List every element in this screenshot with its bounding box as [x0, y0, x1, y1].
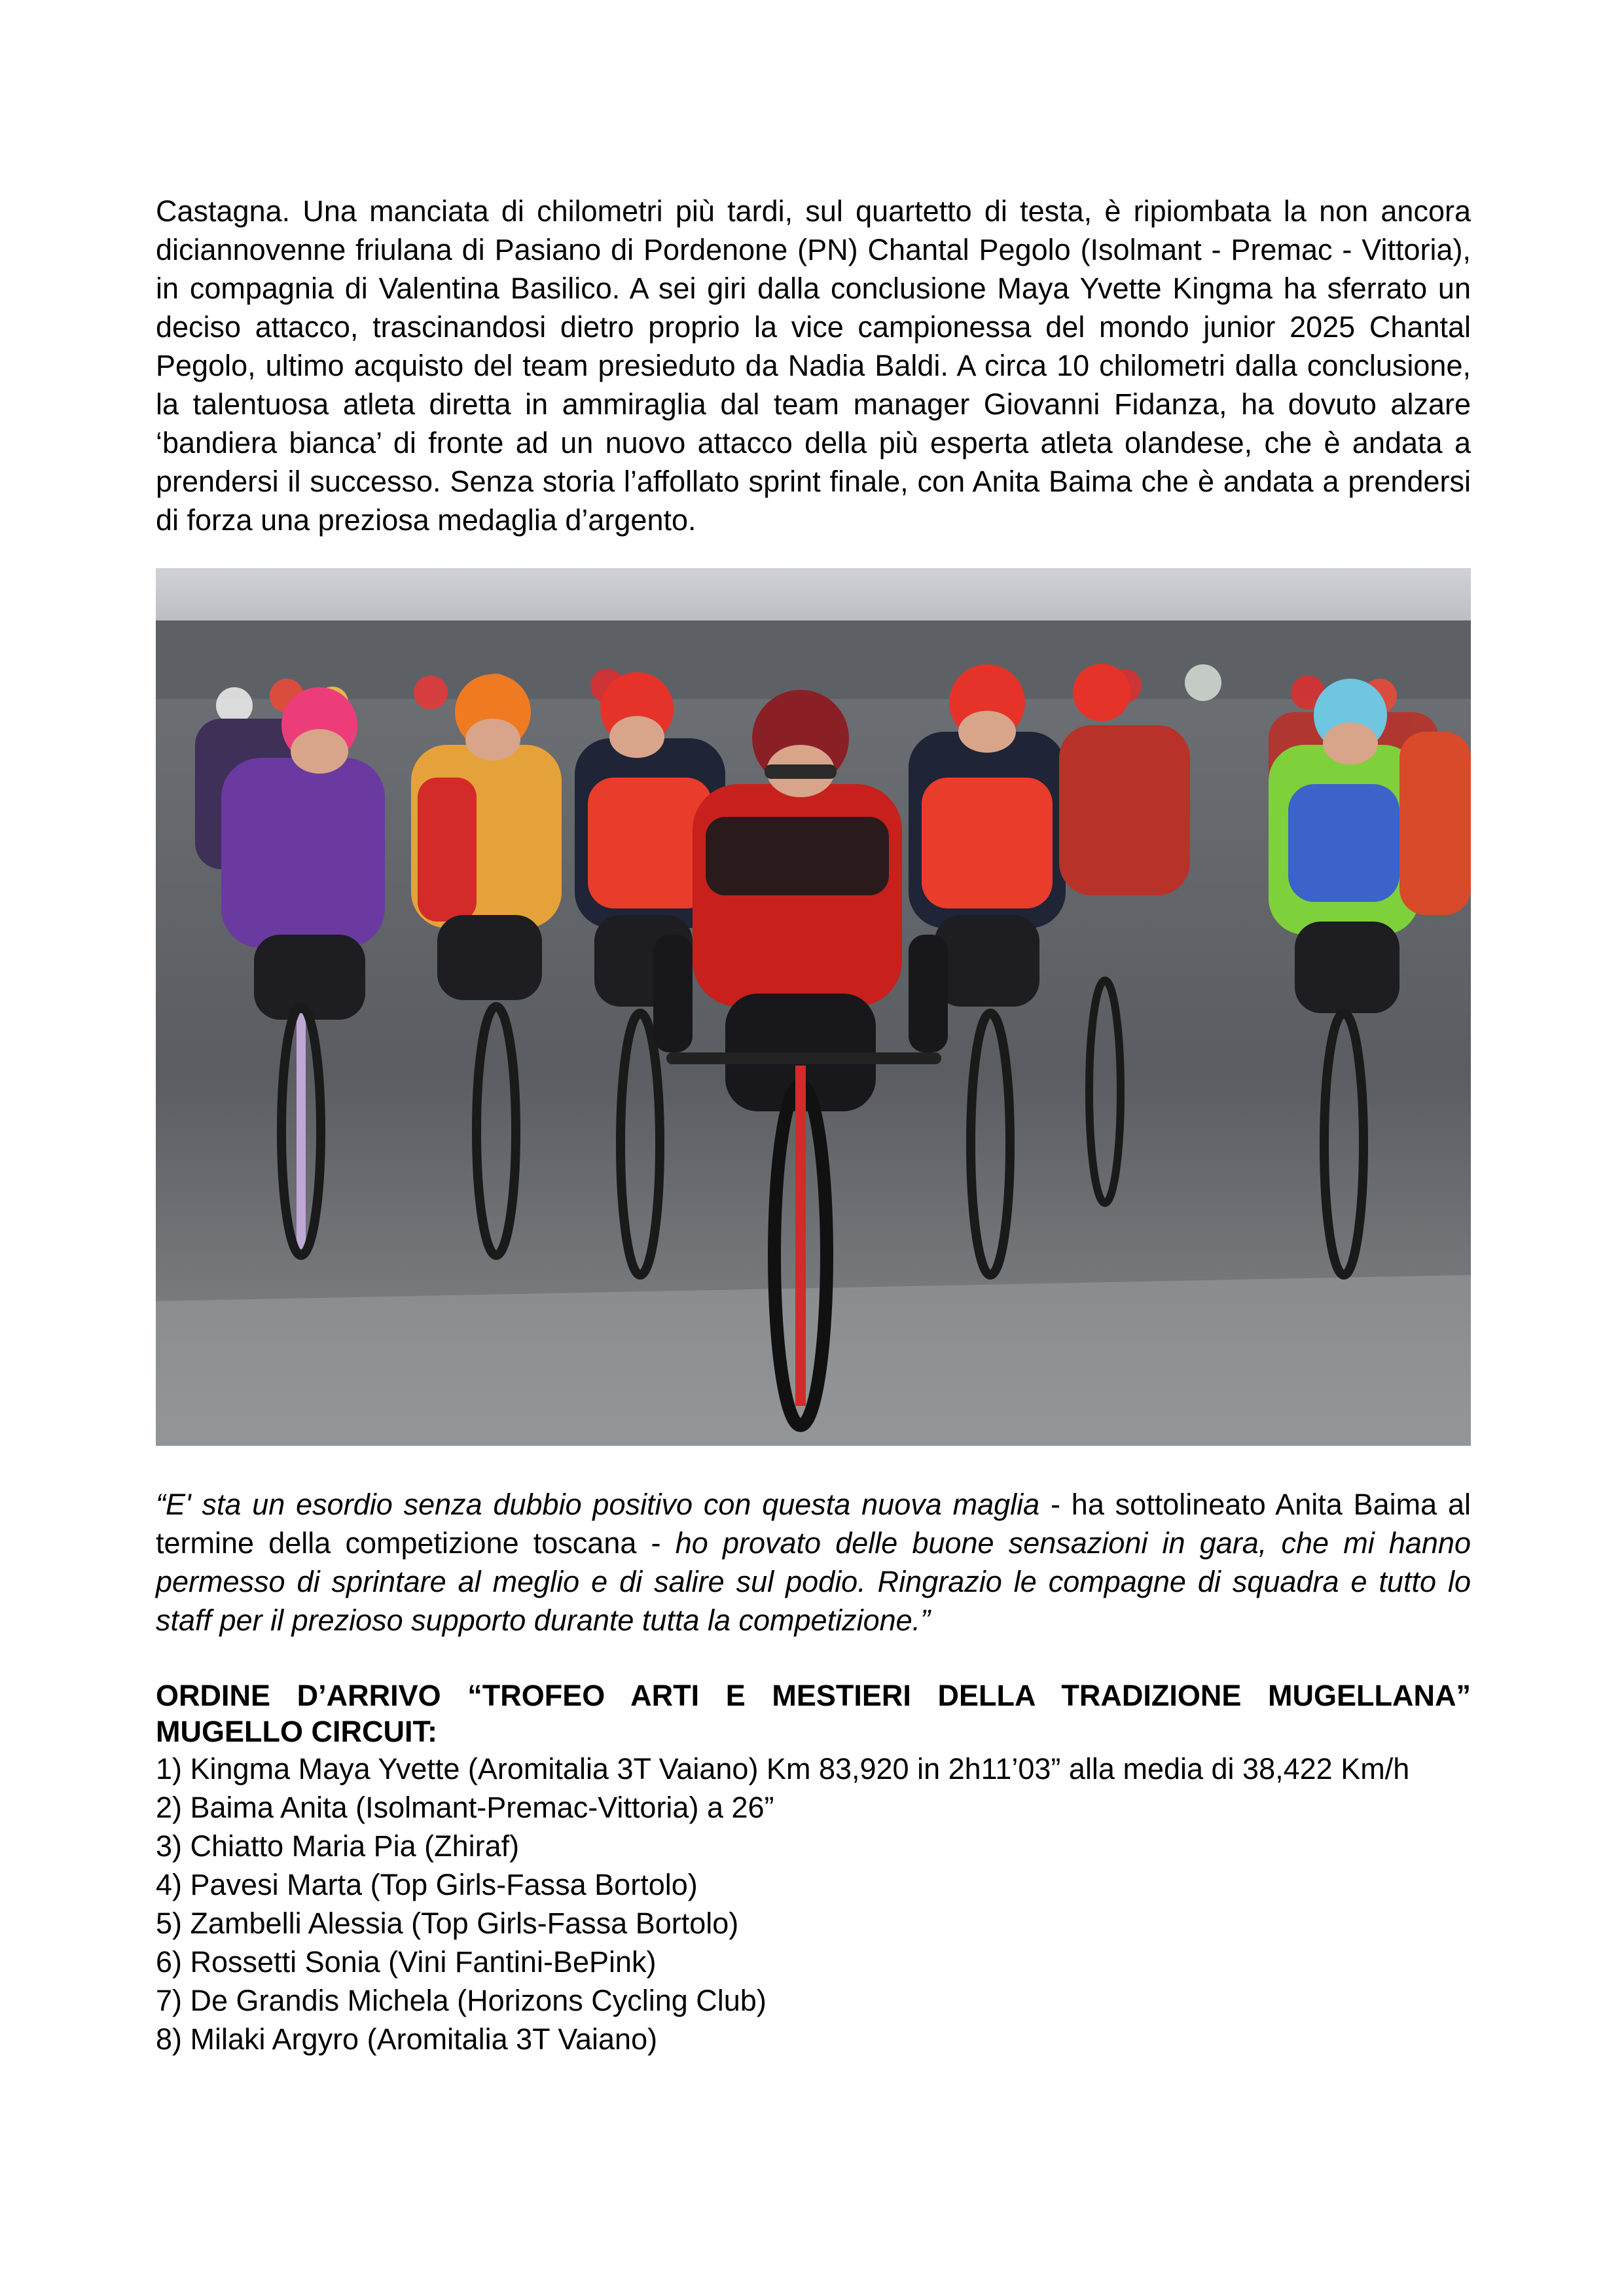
result-item: 7) De Grandis Michela (Horizons Cycling Club): [156, 1984, 767, 2017]
athlete-quote: [156, 1485, 1471, 1640]
quote-attribution: - ha sottolineato Anita Baima al termine della competizione toscana -: [156, 1488, 1471, 1560]
result-item: 4) Pavesi Marta (Top Girls-Fassa Bortolo): [156, 1868, 698, 1901]
result-item: 2) Baima Anita (Isolmant-Premac-Vittoria) a 26”: [156, 1791, 774, 1824]
result-item: 1) Kingma Maya Yvette (Aromitalia 3T Vaiano) Km 83,920 in 2h11’03” alla media di 38,422 Km/h: [156, 1752, 1410, 1785]
intro-paragraph: Castagna. Una manciata di chilometri più tardi, sul quartetto di testa, è ripiombata la non ancora diciannovenne friulana di Pasiano di Pordenone (PN) Chantal Pegolo (Isolmant - Premac - Vittoria), in compagnia di Valentina Basilico. A sei giri dalla conclusione Maya Yvette Kingma ha sferrato un deciso attacco, trascinandosi dietro proprio la vice campionessa del mondo junior 2025 Chantal Pegolo, ultimo acquisto del team presieduto da Nadia Baldi. A circa 10 chilometri dalla conclusione, la talentuosa atleta diretta in ammiraglia dal team manager Giovanni Fidanza, ha dovuto alzare ‘bandiera bianca’ di fronte ad un nuovo attacco della più esperta atleta olandese, che è andata a prendersi il successo. Senza storia l’affollato sprint finale, con Anita Baima che è andata a prendersi di forza una preziosa medaglia d’argento.: [156, 194, 1471, 537]
results-title: ORDINE D’ARRIVO “TROFEO ARTI E MESTIERI DELLA TRADIZIONE MUGELLANA” MUGELLO CIRCUIT:: [156, 1679, 1471, 1748]
result-item: 6) Rossetti Sonia (Vini Fantini-BePink): [156, 1945, 657, 1979]
document-page: [156, 192, 1471, 2058]
quote-part-2: ho provato delle buone sensazioni in gara, che mi hanno permesso di sprintare al meglio e di salire sul podio. Ringrazio le compagne di squadra e tutto lo staff per il prezioso supporto durante tutta la competizione.”: [156, 1526, 1471, 1637]
result-item: 5) Zambelli Alessia (Top Girls-Fassa Bortolo): [156, 1907, 739, 1940]
result-item: 8) Milaki Argyro (Aromitalia 3T Vaiano): [156, 2022, 658, 2056]
result-item: 3) Chiatto Maria Pia (Zhiraf): [156, 1829, 520, 1863]
race-photo: [156, 568, 1471, 1446]
results-list: [156, 1749, 1471, 2058]
quote-part-1: “E' sta un esordio senza dubbio positivo con questa nuova maglia: [156, 1488, 1040, 1521]
